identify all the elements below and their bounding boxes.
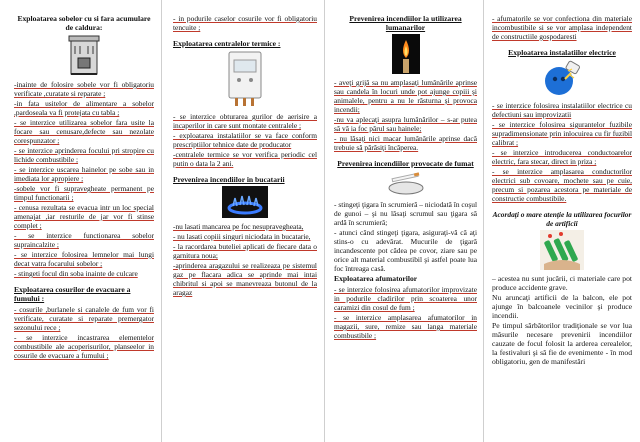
- smokehouse-rule: - se interzice amplasarea afumatorilor in magazii, sure, remize sau langa materiale combustibile ;: [334, 313, 477, 340]
- kitchen-rule: -aprinderea aragazului se realizeaza pe sistemul gaz pe flacara adica se aprinde mai intai chibritul si apoi se manevreaza butonul de la aragaz: [173, 261, 317, 297]
- electric-plug-illustration: [541, 59, 583, 97]
- candle-section-title: Prevenirea incendiilor la utilizarea lumanarilor: [349, 14, 462, 32]
- kitchen-section-title: Prevenirea incendiilor in bucatarii: [173, 175, 285, 184]
- stove-illustration: [67, 34, 101, 76]
- stove-rule: - se interzice aprinderea focului pri stropire cu lichide combustibile ;: [14, 146, 154, 164]
- smoking-rule: - stingeţi ţigara în scrumieră – niciodată în coşul de gunoi – şi nu lăsaţi scrumul sau ţigara să ardă în scrumieră;: [334, 200, 477, 227]
- kitchen-rule: -nu lasati mancarea pe foc nesupravegheata,: [173, 222, 304, 231]
- candle-rule: - nu lăsaţi nici macar lumânările aprinse dacă trebuie să părăsiţi încăperea.: [334, 134, 477, 152]
- column-divider: [324, 0, 325, 442]
- stove-section-title: Exploatarea sobelor cu si fara acumulare de caldura:: [17, 14, 151, 32]
- kitchen-rule: - la racordarea buteliei aplicati de fiecare data o garnitura noua;: [173, 242, 317, 260]
- kitchen-rule: - nu lasati copiii singuri niciodata in bucatarie,: [173, 232, 311, 241]
- stove-rule: - se interzice functionarea sobelor supraincalzite ;: [14, 231, 154, 249]
- electric-rule: - se interzice folosirea instalatiilor electrice cu defectiuni sau improvizatii: [492, 101, 632, 119]
- electric-section-title: Exploatarea instalatiilor electrice: [508, 48, 616, 57]
- boiler-rule: - se interzice obturarea gurilor de aerisire a incaperilor in care sunt montate centralele ;: [173, 112, 317, 130]
- fireworks-illustration: [540, 230, 584, 270]
- fireworks-rule: Pe timpul sărbătorilor tradiţionale se vor lua măsurile necesare prevenirii incendiilor cauzate de focul folosit la arderea cerealelor, la festivaluri şi să fie de evenimente - în mod obligatoriu, gen de manifestări: [492, 321, 632, 366]
- smoking-section-title: Prevenirea incendiilor provocate de fumat: [337, 159, 474, 168]
- chimney-rule: - in podurile caselor cosurile vor fi obligatoriu tencuite ;: [173, 14, 317, 32]
- stove-rule: -inainte de folosire sobele vor fi obligatoriu verificate ,curatate si reparate ;: [14, 80, 154, 98]
- column-2: [163, 0, 323, 442]
- boiler-illustration: [225, 50, 265, 108]
- stove-rule: - cenusa rezultata se evacua intr un loc special amenajat ,iar resturile de jar vor fi stinse complet ;: [14, 203, 154, 230]
- column-4: [484, 0, 640, 442]
- column-divider: [161, 0, 162, 442]
- chimney-rule: - se interzice incastrarea elementelor combustibile ale acoperisurilor, planseelor in cosurile de evacuare a fumului ;: [14, 333, 154, 360]
- stove-rule: - se interzice utilizarea sobelor fara usite la focare sau cenusare,defecte sau nezolate corespunzator ;: [14, 118, 154, 145]
- electric-rule: - se interzice amplasarea conductorilor electrici sub covoare, mochete sau pe cuie, precum si pozarea acestora pe materiale de constructie combustibile.: [492, 167, 632, 203]
- column-1: [0, 0, 160, 442]
- electric-rule: - se interzice folosirea sigurantelor fuzibile supradimensionate prin inlocuirea cu fir fuzibil calibrat ;: [492, 120, 632, 147]
- candle-rule: - aveţi grijă sa nu amplasaţi lumânările aprinse sau candela în locuri unde pot ajunge copiii şi animalele, pentru a nu le răsturna şi provoca incendii;: [334, 78, 477, 114]
- smoking-rule: - atunci când stingeţi ţigara, asiguraţi-vă că aţi stins-o cu adevărat. Mucurile de ţigară incandescente pot cădea pe covor, ziare sau pe orice alt material combustibil şi astfel poate lua foc întreaga casă.: [334, 228, 477, 273]
- stove-rule: - se interzice folosirea lemnelor mai lungi decat vatra focarului sobelor ;: [14, 250, 154, 268]
- candle-illustration: [392, 34, 420, 74]
- gas-flame-illustration: [222, 186, 268, 218]
- fireworks-rule: Nu aruncaţi artificii de la balcon, ele pot ajunge în balcoanele vecinilor şi produce incendii.: [492, 293, 632, 320]
- stove-rule: -sobele vor fi supravegheate permanent pe timpul functionarii ;: [14, 184, 154, 202]
- boiler-rule: - exploatarea instalatiilor se va face conform prescriptiilor tehnice date de producator: [173, 131, 317, 149]
- boiler-rule: -centralele termice se vor verifica periodic cel putin o data la 2 ani.: [173, 150, 317, 168]
- chimney-section-title: Exploatarea cosurilor de evacuare a fumului :: [14, 285, 131, 303]
- stove-rule: -in fata usitelor de alimentare a sobelor ,pardoseala va fi protejata cu tabla ;: [14, 99, 154, 117]
- stove-rule: - stingeti focul din soba inainte de culcare: [14, 269, 138, 278]
- smokehouse-rule: - afumatorile se vor confectiona din materiale incombustibile si se vor amplasa independent de constructiile gospodaresti: [492, 14, 632, 41]
- candle-rule: -nu va aplecaţi asupra lumânărilor – s-ar putea să vă ia foc părul sau hainele;: [334, 115, 477, 133]
- stove-rule: - se interzice uscarea hainelor pe sobe sau in imediata lor apropiere ;: [14, 165, 154, 183]
- ashtray-illustration: [386, 170, 426, 196]
- fireworks-section-title: Acordaţi o mare atenţie la utilizarea focurilor de artificii: [492, 210, 632, 228]
- boiler-section-title: Exploatarea centralelor termice :: [173, 39, 281, 48]
- fireworks-rule: – acestea nu sunt jucării, ci materiale care pot produce accidente grave.: [492, 274, 632, 292]
- smokehouse-section-title: Exploatarea afumatorilor: [334, 274, 418, 283]
- column-3: [326, 0, 483, 442]
- electric-rule: - se interzice introducerea conductoarelor electric, fara stecar, direct in priza ;: [492, 148, 632, 166]
- chimney-rule: - cosurile ,burlanele si canalele de fum vor fi verificate, curatate si reparate premergator sezonului rece ;: [14, 305, 154, 332]
- smokehouse-rule: - se interzice folosirea afumatorilor improvizate in podurile cladirilor prin scoaterea unor caramizi din cosul de fum ;: [334, 285, 477, 312]
